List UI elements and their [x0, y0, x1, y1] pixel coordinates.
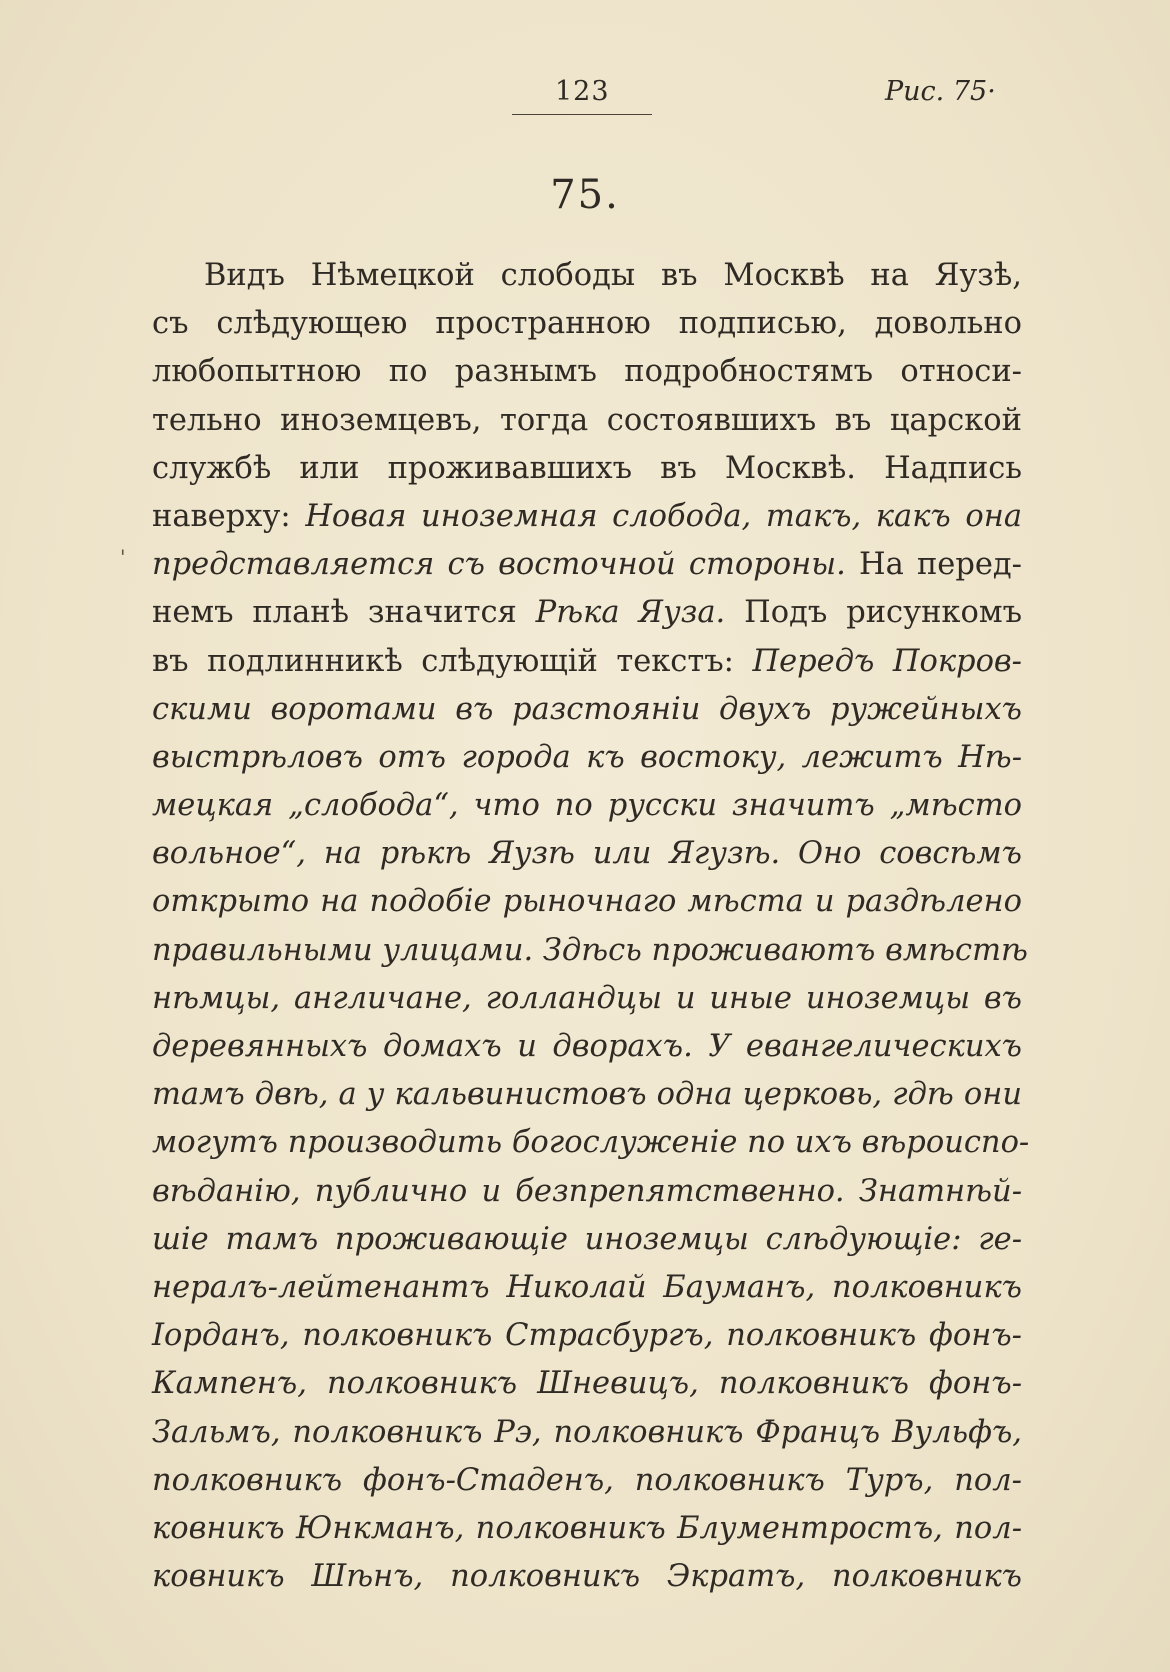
entry-number: 75.	[550, 172, 620, 218]
text-line	[152, 1505, 1022, 1553]
text-segment: службѣ или проживавшихъ въ Москвѣ. Надпись	[152, 450, 1022, 486]
text-line	[152, 493, 1022, 541]
text-line	[152, 686, 1022, 734]
text-line	[152, 1360, 1022, 1408]
page-number: 123	[555, 76, 610, 107]
text-line	[152, 252, 1022, 300]
italic-text-segment: Рѣка Яуза.	[535, 595, 726, 631]
italic-text-segment: открыто на подобіе рыночнаго мѣста и раздѣлено	[152, 884, 1022, 920]
text-line	[152, 1119, 1030, 1167]
italic-text-segment: представляется съ восточной стороны.	[152, 547, 846, 583]
text-segment: любопытною по разнымъ подробностямъ относи-	[152, 354, 1022, 390]
text-segment: съ слѣдующею пространною подписью, довольно	[152, 306, 1022, 342]
text-line	[152, 1023, 1022, 1071]
text-line	[152, 1312, 1022, 1360]
text-line	[152, 1409, 1022, 1457]
text-line	[152, 541, 1022, 589]
italic-text-segment: правильными улицами. Здѣсь проживаютъ вмѣстѣ	[152, 932, 1028, 968]
margin-mark: '	[120, 545, 126, 569]
text-line	[152, 638, 1022, 686]
text-segment: Подъ рисункомъ	[725, 595, 1022, 631]
italic-text-segment: Іорданъ, полковникъ Страсбургъ, полковникъ фонъ-	[152, 1318, 1022, 1354]
italic-text-segment: могутъ производить богослуженіе по ихъ вѣроиспо-	[152, 1125, 1030, 1161]
italic-text-segment: деревянныхъ домахъ и дворахъ. У евангелическихъ	[152, 1029, 1022, 1064]
italic-text-segment: Передъ Покров-	[752, 643, 1022, 679]
italic-text-segment: скими воротами въ разстояніи двухъ ружейныхъ	[152, 691, 1022, 727]
italic-text-segment: Новая иноземная слобода, такъ, какъ она	[305, 498, 1023, 534]
text-line	[152, 927, 1028, 975]
text-line	[152, 445, 1022, 493]
italic-text-segment: вѣданію, публично и безпрепятственно. Знатнѣй-	[152, 1173, 1022, 1209]
text-line	[152, 1216, 1022, 1264]
text-line	[152, 1264, 1022, 1312]
italic-text-segment: Кампенъ, полковникъ Шневицъ, полковникъ фонъ-	[152, 1366, 1022, 1402]
italic-text-segment: выстрѣловъ отъ города къ востоку, лежитъ Нѣ-	[152, 739, 1022, 775]
text-segment: На перед-	[845, 547, 1022, 583]
figure-reference: Рис. 75·	[885, 76, 996, 107]
italic-text-segment: вольное“, на рѣкѣ Яузѣ или Ягузѣ. Оно совсѣмъ	[152, 836, 1022, 872]
text-line	[152, 830, 1022, 878]
text-segment: въ подлинникѣ слѣдующій текстъ:	[152, 643, 753, 679]
text-segment: Видъ Нѣмецкой слободы въ Москвѣ на Яузѣ,	[204, 258, 1022, 293]
italic-text-segment: ковникъ Шѣнъ, полковникъ Экратъ, полковникъ	[152, 1559, 1022, 1595]
text-line	[152, 589, 1022, 637]
text-line	[152, 1457, 1022, 1505]
header-rule	[512, 114, 652, 115]
text-line	[152, 1168, 1022, 1216]
text-line	[152, 397, 1022, 445]
text-line	[152, 782, 1022, 830]
italic-text-segment: нѣмцы, англичане, голландцы и иные иноземцы въ	[152, 980, 1022, 1016]
text-segment: немъ планѣ значится	[152, 595, 536, 631]
italic-text-segment: шіе тамъ проживающіе иноземцы слѣдующіе: ге-	[152, 1221, 1022, 1257]
text-segment: тельно иноземцевъ, тогда состоявшихъ въ царской	[152, 402, 1022, 438]
running-head	[0, 76, 1170, 116]
italic-text-segment: Зальмъ, полковникъ Рэ, полковникъ Францъ Вульфъ,	[152, 1414, 1022, 1450]
italic-text-segment: мецкая „слобода“, что по русски значитъ „мѣсто	[152, 788, 1022, 824]
italic-text-segment: ковникъ Юнкманъ, полковникъ Блументростъ, пол-	[152, 1510, 1022, 1546]
italic-text-segment: тамъ двѣ, а у кальвинистовъ одна церковь, гдѣ они	[152, 1077, 1022, 1113]
text-line	[152, 300, 1022, 348]
text-line	[152, 878, 1022, 926]
text-line	[152, 1553, 1022, 1601]
italic-text-segment: нералъ-лейтенантъ Николай Бауманъ, полковникъ	[152, 1269, 1022, 1305]
entry-description	[152, 252, 1030, 1601]
text-line	[152, 1071, 1022, 1119]
italic-text-segment: полковникъ фонъ-Стаденъ, полковникъ Туръ, пол-	[152, 1462, 1022, 1498]
text-line	[152, 975, 1022, 1023]
text-segment: наверху:	[152, 498, 306, 534]
text-line	[152, 348, 1022, 396]
text-line	[152, 734, 1022, 782]
